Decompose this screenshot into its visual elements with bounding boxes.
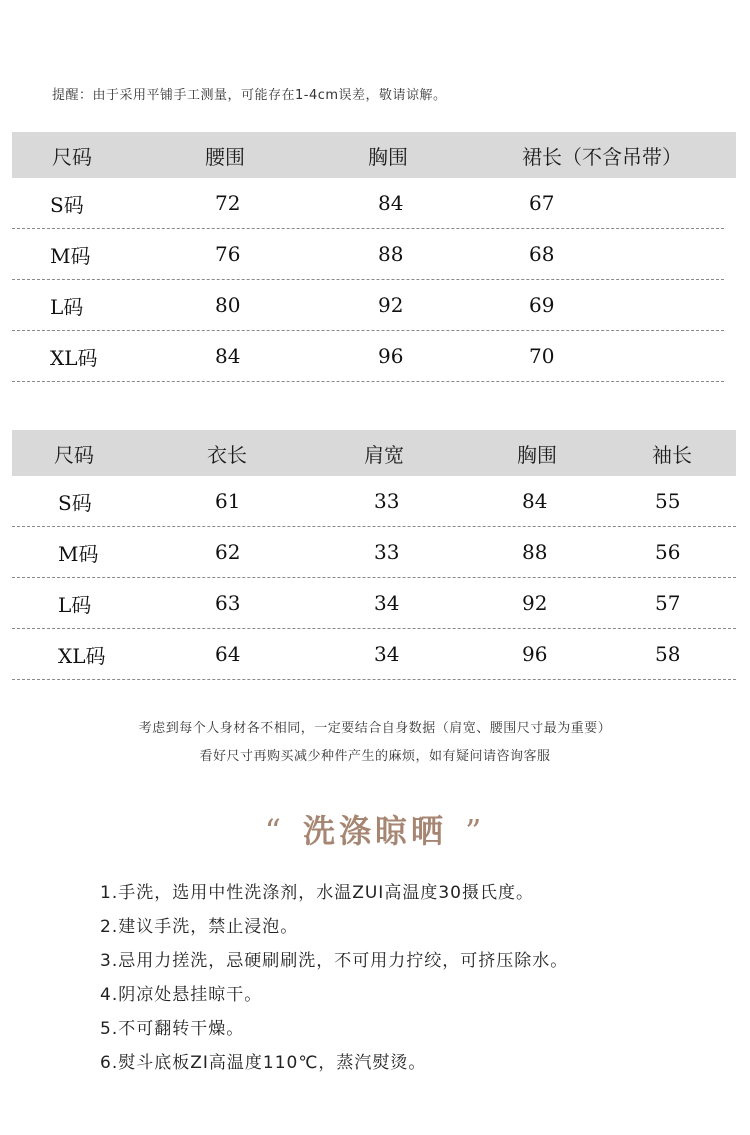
skirt-size-table bbox=[12, 132, 736, 382]
cell-length: 61 bbox=[215, 489, 241, 513]
advice-line-2: 看好尺寸再购买减少种件产生的麻烦，如有疑问请咨询客服 bbox=[199, 749, 551, 764]
cell-length: 68 bbox=[529, 242, 555, 266]
table-row bbox=[12, 476, 736, 527]
cell-length: 70 bbox=[529, 344, 555, 368]
top-size-table bbox=[12, 430, 736, 680]
cell-shoulder: 34 bbox=[374, 642, 400, 666]
cell-length: 69 bbox=[529, 293, 555, 317]
cell-shoulder: 33 bbox=[374, 489, 400, 513]
list-item: 4.阴凉处悬挂晾干。 bbox=[100, 985, 263, 1005]
cell-shoulder: 34 bbox=[374, 591, 400, 615]
header-skirt-length: 裙长（不含吊带） bbox=[522, 144, 682, 169]
list-item: 3.忌用力搓洗，忌硬刷刷洗，不可用力拧绞，可挤压除水。 bbox=[100, 951, 569, 971]
care-section-title bbox=[0, 806, 750, 852]
table-row bbox=[12, 629, 736, 680]
table-row bbox=[12, 578, 736, 629]
cell-sleeve: 57 bbox=[655, 591, 681, 615]
cell-length: 67 bbox=[529, 191, 555, 215]
cell-bust: 96 bbox=[522, 642, 548, 666]
care-instructions-list bbox=[100, 876, 568, 1080]
list-item: 1.手洗，选用中性洗涤剂，水温ZUI高温度30摄氏度。 bbox=[100, 883, 534, 903]
cell-size: L码 bbox=[58, 592, 92, 617]
cell-size: S码 bbox=[58, 490, 92, 515]
cell-length: 63 bbox=[215, 591, 241, 615]
care-title-text: 洗涤晾晒 bbox=[302, 812, 447, 850]
header-length: 衣长 bbox=[207, 442, 247, 467]
cell-bust: 84 bbox=[522, 489, 548, 513]
header-size: 尺码 bbox=[52, 144, 92, 169]
cell-sleeve: 58 bbox=[655, 642, 681, 666]
open-quote: “ bbox=[264, 812, 285, 850]
header-bust: 胸围 bbox=[517, 442, 557, 467]
measurement-note: 提醒：由于采用平铺手工测量，可能存在1-4cm误差，敬请谅解。 bbox=[52, 88, 447, 103]
table-header bbox=[12, 132, 736, 178]
cell-size: M码 bbox=[50, 243, 91, 268]
cell-bust: 92 bbox=[378, 293, 404, 317]
cell-size: XL码 bbox=[58, 643, 106, 668]
cell-waist: 72 bbox=[215, 191, 241, 215]
cell-length: 62 bbox=[215, 540, 241, 564]
table-row bbox=[12, 178, 724, 229]
table-row bbox=[12, 331, 724, 382]
cell-bust: 88 bbox=[522, 540, 548, 564]
table-row bbox=[12, 527, 736, 578]
close-quote: ” bbox=[465, 812, 486, 850]
cell-waist: 76 bbox=[215, 242, 241, 266]
header-waist: 腰围 bbox=[205, 144, 245, 169]
cell-size: M码 bbox=[58, 541, 99, 566]
list-item: 6.熨斗底板ZI高温度110℃，蒸汽熨烫。 bbox=[100, 1053, 427, 1073]
cell-waist: 80 bbox=[215, 293, 241, 317]
cell-size: S码 bbox=[50, 192, 84, 217]
cell-sleeve: 55 bbox=[655, 489, 681, 513]
cell-bust: 96 bbox=[378, 344, 404, 368]
cell-shoulder: 33 bbox=[374, 540, 400, 564]
table-row bbox=[12, 280, 724, 331]
advice-line-1: 考虑到每个人身材各不相同，一定要结合自身数据（肩宽、腰围尺寸最为重要） bbox=[138, 721, 612, 736]
cell-length: 64 bbox=[215, 642, 241, 666]
cell-bust: 84 bbox=[378, 191, 404, 215]
list-item: 2.建议手洗，禁止浸泡。 bbox=[100, 917, 299, 937]
cell-size: XL码 bbox=[50, 345, 98, 370]
table-row bbox=[12, 229, 724, 280]
cell-sleeve: 56 bbox=[655, 540, 681, 564]
table-header bbox=[12, 430, 736, 476]
cell-waist: 84 bbox=[215, 344, 241, 368]
header-size: 尺码 bbox=[54, 442, 94, 467]
cell-bust: 88 bbox=[378, 242, 404, 266]
cell-size: L码 bbox=[50, 294, 84, 319]
header-shoulder: 肩宽 bbox=[364, 442, 404, 467]
header-bust: 胸围 bbox=[368, 144, 408, 169]
cell-bust: 92 bbox=[522, 591, 548, 615]
list-item: 5.不可翻转干燥。 bbox=[100, 1019, 245, 1039]
header-sleeve: 袖长 bbox=[652, 442, 692, 467]
